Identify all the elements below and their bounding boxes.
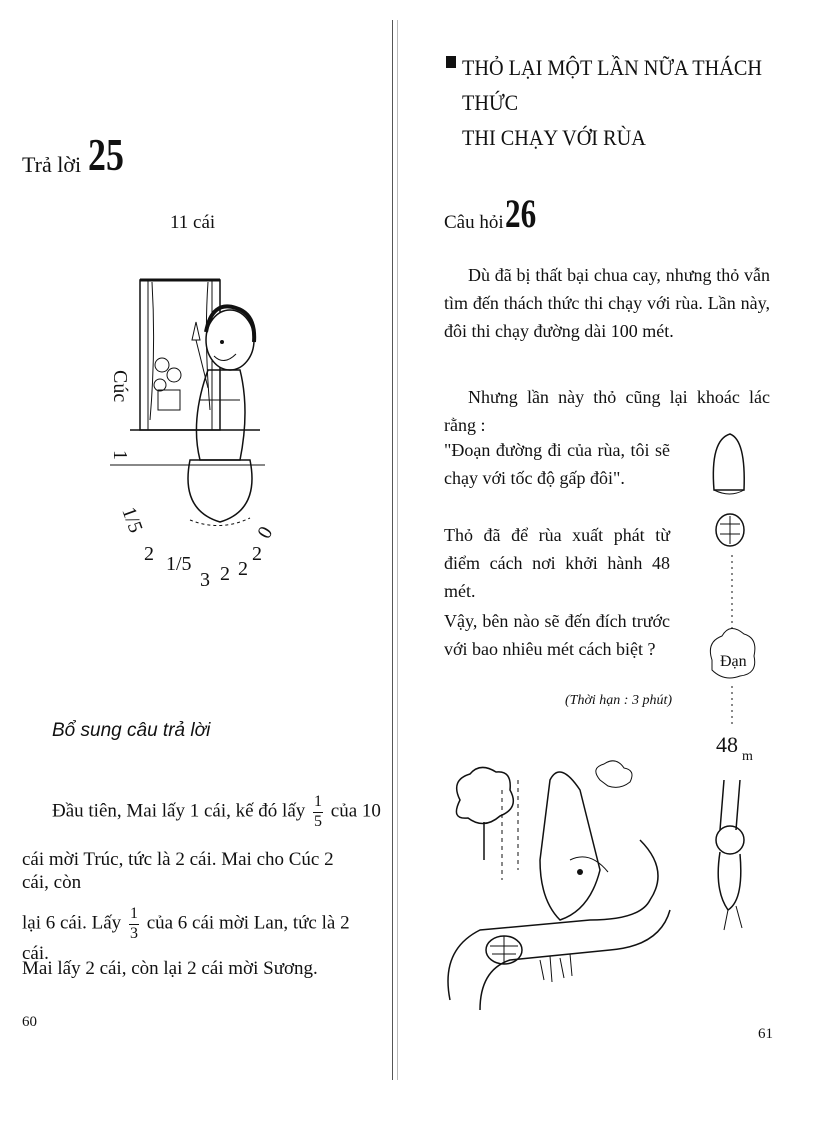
svg-text:Cúc: Cúc [109,370,131,403]
answer-value: 11 cái [170,212,216,233]
page-spine-shadow [397,20,398,1080]
explanation-text: lại 6 cái. Lấy [22,912,122,934]
paragraph-3: "Đoạn đường đi của rùa, tôi sẽ chạy với tốc độ gấp đôi". [444,440,670,488]
paragraph-1: Dù đã bị thất bại chua cay, nhưng thỏ vẫn tìm đến thách thức thi chạy với rùa. Lần này, đôi thi chạy đường dài 100 mét. [444,265,770,341]
explanation-text: Đầu tiên, Mai lấy 1 cái, kế đó lấy [52,800,306,822]
fraction-one-fifth [313,794,323,831]
fraction-numerator: 1 [129,905,138,922]
page-number-right: 61 [758,1026,773,1042]
fraction-one-third [129,906,139,943]
fraction-numerator: 1 [314,793,323,810]
svg-text:1/5: 1/5 [166,553,192,575]
rabbit-turtle-scene-illustration [440,760,680,1020]
svg-text:0: 0 [253,522,278,543]
section-title-line-1: THỎ LẠI MỘT LẦN NỮA THÁCH THỨC [462,55,763,116]
svg-text:3: 3 [200,569,210,591]
explanation-text: của 10 [330,800,381,822]
answer-label: Trả lời [22,152,82,177]
svg-text:2: 2 [144,543,154,565]
paragraph-5: Vậy, bên nào sẽ đến đích trước với bao nhiêu mét cách biệt ? [444,611,670,659]
svg-text:2: 2 [220,563,230,585]
section-title-line-2: THI CHẠY VỚI RÙA [462,125,646,151]
time-limit: (Thời hạn : 3 phút) [565,693,673,708]
svg-text:2: 2 [238,558,248,580]
explanation-line-3 [22,906,362,965]
paragraph-4: Thỏ đã để rùa xuất phát từ điểm cách nơi khởi hành 48 mét. [444,525,670,601]
explanation-line-1 [52,794,392,831]
page-number-left: 60 [22,1014,37,1030]
svg-text:Đạn: Đạn [720,653,747,670]
svg-text:m: m [742,749,753,764]
page-spine [392,20,393,1080]
fraction-denominator: 5 [314,812,323,830]
race-track-illustration [700,430,770,950]
explanation-line-4: Mai lấy 2 cái, còn lại 2 cái mời Sương. [22,958,318,979]
explanation-text: của 6 cái mời Lan, tức là 2 cái. [22,912,350,964]
question-label: Câu hỏi [444,212,504,233]
girl-counting-illustration [100,270,300,630]
section-title [462,50,766,156]
svg-text:48: 48 [716,732,738,757]
fraction-denominator: 3 [129,924,138,942]
supplement-title: Bổ sung câu trả lời [52,720,211,741]
svg-text:2: 2 [252,543,262,565]
question-number: 26 [505,191,537,236]
explanation-line-2: cái mời Trúc, tức là 2 cái. Mai cho Cúc 2 cái, còn [22,849,334,893]
answer-number: 25 [88,129,124,180]
svg-text:1/5: 1/5 [117,504,147,536]
svg-text:1: 1 [109,450,131,460]
section-bullet [446,56,456,68]
paragraph-2: Nhưng lần này thỏ cũng lại khoác lác rằng : [444,387,770,435]
